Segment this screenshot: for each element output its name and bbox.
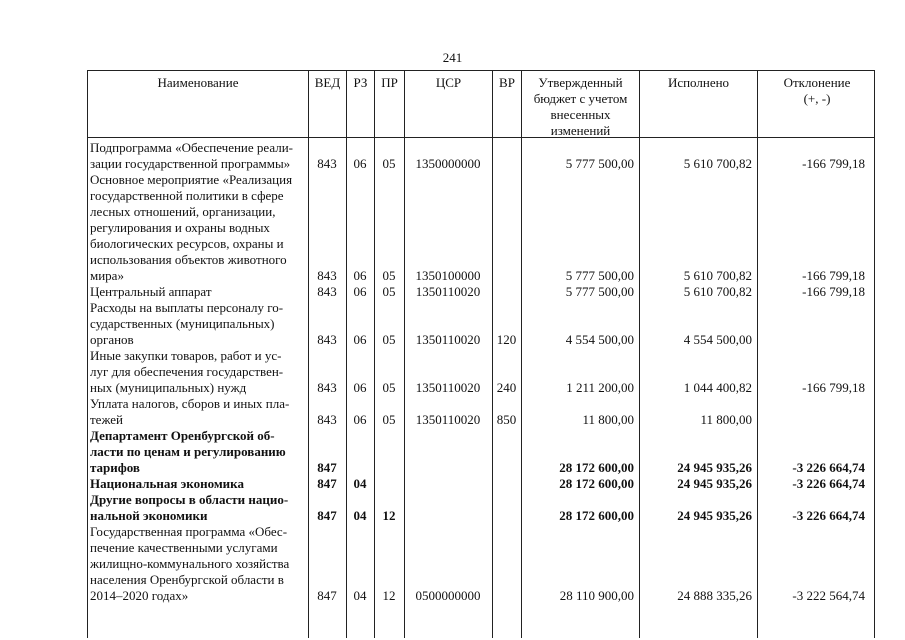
table-row xyxy=(87,396,875,428)
cell-ved: 847 xyxy=(317,460,337,475)
cell-deviation: -3 226 664,74 xyxy=(792,460,865,475)
cell-ved: 843 xyxy=(317,284,337,299)
row-name-line: тарифов xyxy=(90,460,140,475)
cell-ved: 847 xyxy=(317,476,337,491)
header-deviation xyxy=(758,71,876,139)
cell-vr: 240 xyxy=(496,380,517,395)
row-name-line: печение качественными услугами xyxy=(90,540,278,555)
row-name xyxy=(90,492,308,524)
table-header xyxy=(87,70,875,138)
row-name-line: Другие вопросы в области нацио- xyxy=(90,492,289,507)
table-row xyxy=(87,428,875,476)
header-csr: ЦСР xyxy=(405,71,493,139)
row-name xyxy=(90,284,308,300)
cell-vr: 120 xyxy=(496,332,517,347)
row-name-line: Основное мероприятие «Реализация xyxy=(90,172,293,187)
cell-pr: 05 xyxy=(382,412,396,427)
cell-executed: 24 945 935,26 xyxy=(677,460,752,475)
cell-pr: 05 xyxy=(382,380,396,395)
header-executed: Исполнено xyxy=(640,71,758,139)
row-name xyxy=(90,428,308,476)
row-name-line: Расходы на выплаты персоналу го- xyxy=(90,300,284,315)
cell-ved: 843 xyxy=(317,268,337,283)
table-row xyxy=(87,172,875,284)
header-approved-line: бюджет с учетом xyxy=(533,91,628,106)
cell-vr: 850 xyxy=(496,412,517,427)
cell-pr: 05 xyxy=(382,284,396,299)
cell-csr: 1350110020 xyxy=(415,284,481,299)
header-approved-line: изменений xyxy=(550,123,611,138)
header-deviation-line: (+, -) xyxy=(803,91,831,106)
row-name xyxy=(90,300,308,348)
cell-pr: 05 xyxy=(382,268,396,283)
header-approved-line: внесенных xyxy=(550,107,611,122)
cell-csr: 1350100000 xyxy=(415,268,481,283)
cell-csr: 1350110020 xyxy=(415,332,481,347)
row-name-line: органов xyxy=(90,332,134,347)
cell-rz: 04 xyxy=(353,476,367,491)
cell-executed: 24 945 935,26 xyxy=(677,476,752,491)
cell-deviation: -166 799,18 xyxy=(802,156,865,171)
row-name-line: государственной политики в сфере xyxy=(90,188,284,203)
page-number: 241 xyxy=(442,50,463,65)
cell-approved: 28 172 600,00 xyxy=(559,476,634,491)
cell-csr: 1350000000 xyxy=(415,156,481,171)
table-row xyxy=(87,348,875,396)
cell-executed: 4 554 500,00 xyxy=(683,332,752,347)
table-row xyxy=(87,476,875,492)
row-name-line: Национальная экономика xyxy=(90,476,244,491)
row-name xyxy=(90,524,308,604)
cell-pr: 12 xyxy=(382,508,396,523)
header-name: Наименование xyxy=(88,71,309,139)
cell-deviation: -3 222 564,74 xyxy=(792,588,865,603)
row-name-line: мира» xyxy=(90,268,124,283)
header-ved: ВЕД xyxy=(309,71,347,139)
cell-rz: 06 xyxy=(353,380,367,395)
cell-executed: 11 800,00 xyxy=(700,412,752,427)
row-name-line: Государственная программа «Обес- xyxy=(90,524,288,539)
row-name-line: Уплата налогов, сборов и иных пла- xyxy=(90,396,290,411)
cell-executed: 24 945 935,26 xyxy=(677,508,752,523)
cell-deviation: -166 799,18 xyxy=(802,380,865,395)
row-name-line: тежей xyxy=(90,412,123,427)
header-approved xyxy=(522,71,640,139)
row-name-line: ласти по ценам и регулированию xyxy=(90,444,286,459)
cell-rz: 06 xyxy=(353,284,367,299)
cell-deviation: -166 799,18 xyxy=(802,268,865,283)
cell-approved: 28 172 600,00 xyxy=(559,508,634,523)
table-row xyxy=(87,492,875,524)
row-name-line: Центральный аппарат xyxy=(90,284,212,299)
cell-approved: 11 800,00 xyxy=(582,412,634,427)
cell-rz: 06 xyxy=(353,332,367,347)
header-vr: ВР xyxy=(493,71,522,139)
cell-csr: 1350110020 xyxy=(415,412,481,427)
cell-rz: 06 xyxy=(353,412,367,427)
cell-pr: 12 xyxy=(382,588,396,603)
table-row xyxy=(87,300,875,348)
cell-rz: 04 xyxy=(353,508,367,523)
row-name xyxy=(90,140,308,172)
row-name-line: регулирования и охраны водных xyxy=(90,220,270,235)
cell-rz: 06 xyxy=(353,268,367,283)
cell-ved: 847 xyxy=(317,508,337,523)
budget-table xyxy=(87,70,877,640)
cell-pr: 05 xyxy=(382,156,396,171)
row-name-line: использования объектов животного xyxy=(90,252,287,267)
cell-ved: 847 xyxy=(317,588,337,603)
cell-approved: 28 110 900,00 xyxy=(559,588,634,603)
table-row xyxy=(87,284,875,300)
row-name-line: ных (муниципальных) нужд xyxy=(90,380,247,395)
row-name-line: жилищно-коммунального хозяйства xyxy=(90,556,290,571)
cell-csr: 0500000000 xyxy=(415,588,481,603)
cell-approved: 5 777 500,00 xyxy=(565,268,634,283)
cell-executed: 1 044 400,82 xyxy=(683,380,752,395)
row-name-line: 2014–2020 годах» xyxy=(90,588,189,603)
cell-executed: 5 610 700,82 xyxy=(683,284,752,299)
cell-ved: 843 xyxy=(317,412,337,427)
cell-deviation: -3 226 664,74 xyxy=(792,508,865,523)
row-name xyxy=(90,476,308,492)
cell-pr: 05 xyxy=(382,332,396,347)
cell-approved: 5 777 500,00 xyxy=(565,284,634,299)
row-name-line: зации государственной программы» xyxy=(90,156,291,171)
cell-ved: 843 xyxy=(317,156,337,171)
cell-deviation: -166 799,18 xyxy=(802,284,865,299)
row-name-line: сударственных (муниципальных) xyxy=(90,316,275,331)
header-deviation-line: Отклонение xyxy=(783,75,851,90)
row-name-line: биологических ресурсов, охраны и xyxy=(90,236,284,251)
table-row xyxy=(87,140,875,172)
row-name-line: луг для обеспечения государствен- xyxy=(90,364,284,379)
table-row xyxy=(87,524,875,604)
cell-approved: 4 554 500,00 xyxy=(565,332,634,347)
cell-executed: 5 610 700,82 xyxy=(683,156,752,171)
header-approved-line: Утвержденный xyxy=(538,75,623,90)
cell-deviation: -3 226 664,74 xyxy=(792,476,865,491)
cell-approved: 28 172 600,00 xyxy=(559,460,634,475)
row-name-line: населения Оренбургской области в xyxy=(90,572,284,587)
cell-ved: 843 xyxy=(317,380,337,395)
cell-approved: 1 211 200,00 xyxy=(566,380,634,395)
cell-executed: 5 610 700,82 xyxy=(683,268,752,283)
cell-rz: 06 xyxy=(353,156,367,171)
row-name-line: лесных отношений, организации, xyxy=(90,204,276,219)
row-name xyxy=(90,396,308,428)
cell-executed: 24 888 335,26 xyxy=(677,588,752,603)
header-rz: РЗ xyxy=(347,71,375,139)
cell-csr: 1350110020 xyxy=(415,380,481,395)
row-name-line: Подпрограмма «Обеспечение реали- xyxy=(90,140,293,155)
cell-rz: 04 xyxy=(353,588,367,603)
cell-ved: 843 xyxy=(317,332,337,347)
row-name-line: Департамент Оренбургской об- xyxy=(90,428,275,443)
row-name xyxy=(90,348,308,396)
header-pr: ПР xyxy=(375,71,405,139)
cell-approved: 5 777 500,00 xyxy=(565,156,634,171)
row-name xyxy=(90,172,308,284)
row-name-line: Иные закупки товаров, работ и ус- xyxy=(90,348,282,363)
row-name-line: нальной экономики xyxy=(90,508,208,523)
